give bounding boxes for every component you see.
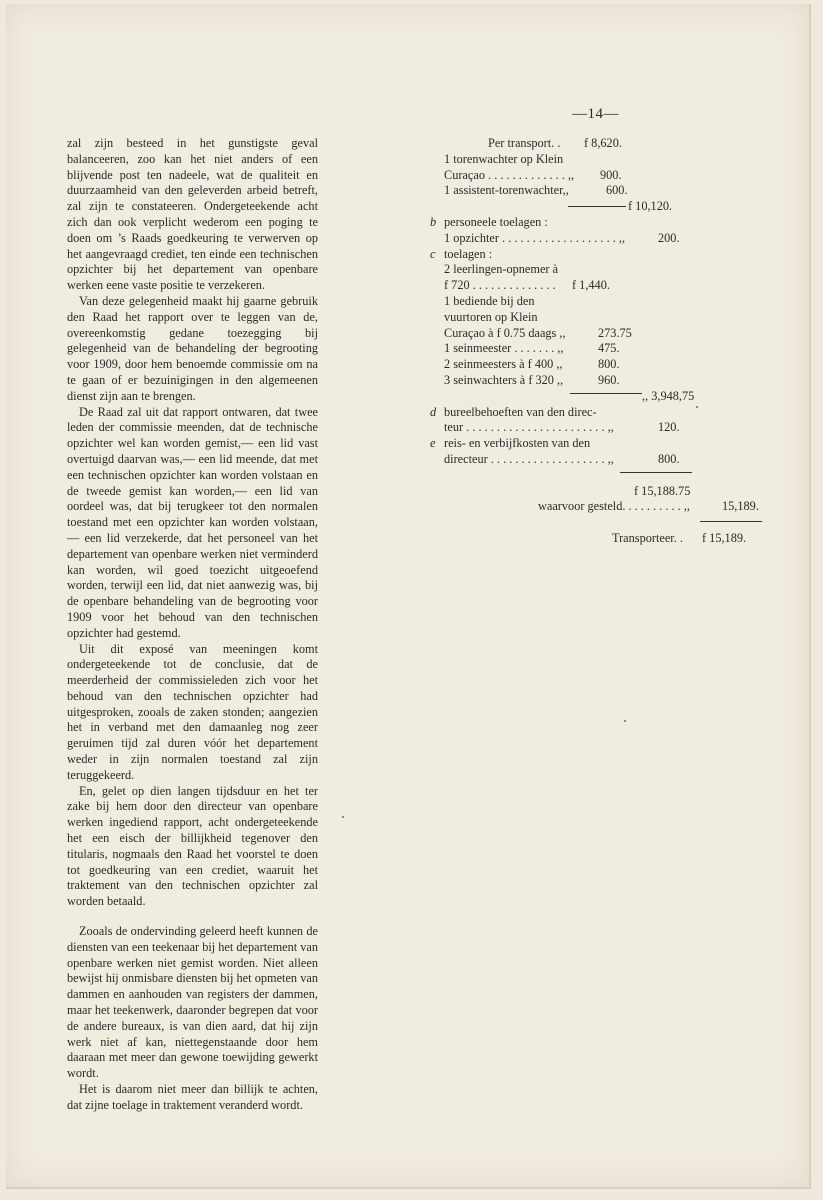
per-transport-label: Per transport. . — [488, 136, 561, 150]
budget-row — [430, 262, 770, 278]
budget-row — [430, 341, 770, 357]
budget-amount: f 1,440. — [572, 278, 610, 293]
budget-text: 2 seinmeesters à f 400 ,, — [444, 357, 563, 372]
budget-row — [430, 326, 770, 342]
paragraph: zal zijn besteed in het gunstigste geval balanceeren, zoo kan het niet anders of een blijvende post ten nadeele, wat de qualiteit en duurzaamheid van den geleverden arbeid betreft, zal zijn te constateeren. Ondergeteekende acht zich dan ook verplicht wederom een poging te doen om ’s Raads goedkeuring te verwerven op het aangevraagd crediet, ten einde een technischen opzichter bij het departement van openbare werken eene vaste positie te verzekeren. — [67, 136, 318, 293]
subtotal-row — [430, 199, 770, 215]
paragraph: Zooals de ondervinding geleerd heeft kunnen de diensten van een teekenaar bij het departement van openbare werken niet gemist worden. Niet alleen bewijst hij onmisbare diensten bij het opmeten van dammen en aanhouden van registers der dammen, maar het teekenwerk, daaronder begrepen dat voor de andere bureaux, is van dien aard, dat hij zijn werk niet af kan, niettegenstaande door hem daaraan met meer dan gewone toewijding gewerkt wordt. — [67, 924, 318, 1081]
item-letter: d — [430, 404, 437, 419]
left-text-column — [67, 136, 318, 1114]
budget-row — [430, 310, 770, 326]
budget-amount: 475. — [598, 341, 620, 356]
budget-row — [430, 247, 770, 263]
subtotal-amount: ,, 3,948,75 — [642, 388, 695, 403]
budget-text: 1 seinmeester . . . . . . . ,, — [444, 341, 564, 356]
budget-row — [430, 231, 770, 247]
item-letter: b — [430, 214, 437, 229]
waarvoor-amount: 15,189. — [722, 499, 759, 514]
budget-row — [430, 168, 770, 184]
budget-row — [430, 278, 770, 294]
budget-text: 1 assistent-torenwachter,, — [444, 183, 569, 198]
subtotal-row — [430, 389, 770, 405]
budget-table — [430, 136, 770, 547]
budget-row — [430, 373, 770, 389]
transporteer-label: Transporteer. . — [612, 530, 683, 545]
paragraph: Het is daarom niet meer dan billijk te achten, dat zijne toelage in traktement veranderd wordt. — [67, 1082, 318, 1112]
paragraph: En, gelet op dien langen tijdsduur en het ter zake bij hem door den directeur van openbare werken ingediend rapport, acht ondergeteekende het een eisch der billijkheid tegenover den titularis, nogmaals den Raad het voorstel te doen tot goedkeuring van een crediet, waaruit het traktement van den technischen opzichter zal worden betaald. — [67, 783, 318, 909]
rule-row — [430, 515, 770, 531]
budget-row — [430, 357, 770, 373]
budget-row — [430, 215, 770, 231]
budget-text: 1 torenwachter op Klein — [444, 151, 564, 166]
paragraph: De Raad zal uit dat rapport ontwaren, dat twee leden der commissie meenden, dat de technische opzichter wel kan worden gemist,— een lid vast overtuigd daarvan was,— een lid meende, dat met een technischen opzichter kan worden volstaan en de tweede gemist kan worden,— een lid van oordeel was, dat bij terugkeer tot den normalen toestand met een opzichter kan worden volstaan,— een lid verzekerde, dat het personeel van het departement van openbare werken niet verminderd kan worden, wil goed toezicht uitgeoefend worden, terwijl een lid, dat niet aanwezig was, bij de openbare behandeling van de begrooting voor 1909 voor het behoud van den technischen opzichter had gestemd. — [67, 404, 318, 640]
specks — [696, 406, 698, 408]
budget-text: directeur . . . . . . . . . . . . . . . . . . . ,, — [444, 451, 614, 466]
budget-text: 1 bediende bij den — [444, 293, 535, 308]
specks — [624, 720, 626, 722]
budget-row — [430, 183, 770, 199]
budget-text: teur . . . . . . . . . . . . . . . . . . . . . . . ,, — [444, 420, 614, 435]
budget-text: f 720 . . . . . . . . . . . . . . — [444, 278, 556, 293]
per-transport-amount: f 8,620. — [584, 136, 622, 150]
per-transport-row — [430, 136, 770, 152]
budget-amount: 960. — [598, 372, 620, 387]
budget-row — [430, 152, 770, 168]
budget-row — [430, 420, 770, 436]
subtotal-amount: f 10,120. — [628, 199, 673, 214]
item-letter: e — [430, 436, 436, 451]
budget-amount: 600. — [606, 183, 628, 198]
budget-text: 3 seinwachters à f 320 ,, — [444, 372, 564, 387]
budget-amount: 800. — [598, 357, 620, 372]
budget-text: bureelbehoeften van den direc- — [444, 404, 597, 419]
budget-text: toelagen : — [444, 246, 493, 261]
budget-amount: 120. — [658, 420, 680, 435]
budget-text: 2 leerlingen-opnemer à — [444, 262, 559, 277]
waarvoor-label: waarvoor gesteld. . . . . . . . . . ,, — [538, 499, 690, 514]
budget-amount: 200. — [658, 230, 680, 245]
budget-amount: 800. — [658, 451, 680, 466]
budget-row — [430, 436, 770, 452]
page-number: —14— — [572, 106, 619, 122]
budget-row — [430, 294, 770, 310]
transporteer-row — [430, 531, 770, 547]
budget-row — [430, 405, 770, 421]
specks — [342, 816, 344, 818]
budget-text: personeele toelagen : — [444, 214, 548, 229]
budget-amount: 273.75 — [598, 325, 632, 340]
grand-total-amount: f 15,188.75 — [634, 483, 691, 498]
paragraph: Uit dit exposé van meeningen komt ondergeteekende tot de conclusie, dat de meerderheid der commissieleden zich voor het behoud van den technischen opzichter had uitgesproken, zooals de zaken stonden; aangezien het in verband met den damaanleg nog zeer geruimen tijd zal duren vóór het departement weder in zijn normalen toestand zal zijn teruggekeerd. — [67, 641, 318, 782]
paragraph: Van deze gelegenheid maakt hij gaarne gebruik den Raad het rapport over te leggen van de, overeenkomstig gedane toezegging bij gelegenheid van de behandeling der begrooting voor 1909, door hem benoemde commissie om na te gaan of er bezuinigingen in den algemeenen dienst zijn aan te brengen. — [67, 293, 318, 403]
document-page — [6, 4, 811, 1189]
budget-text: reis- en verbijfkosten van den — [444, 436, 591, 451]
transporteer-amount: f 15,189. — [702, 530, 747, 545]
budget-text: vuurtoren op Klein — [444, 309, 538, 324]
budget-amount: 900. — [600, 167, 622, 182]
budget-text: Curaçao à f 0.75 daags ,, — [444, 325, 566, 340]
item-letter: c — [430, 246, 436, 261]
waarvoor-row — [430, 499, 770, 515]
grand-total-row — [430, 484, 770, 500]
budget-row — [430, 452, 770, 468]
rule-row — [430, 468, 770, 484]
budget-text: Curaçao . . . . . . . . . . . . . ,, — [444, 167, 575, 182]
budget-text: 1 opzichter . . . . . . . . . . . . . . . . . . . ,, — [444, 230, 626, 245]
